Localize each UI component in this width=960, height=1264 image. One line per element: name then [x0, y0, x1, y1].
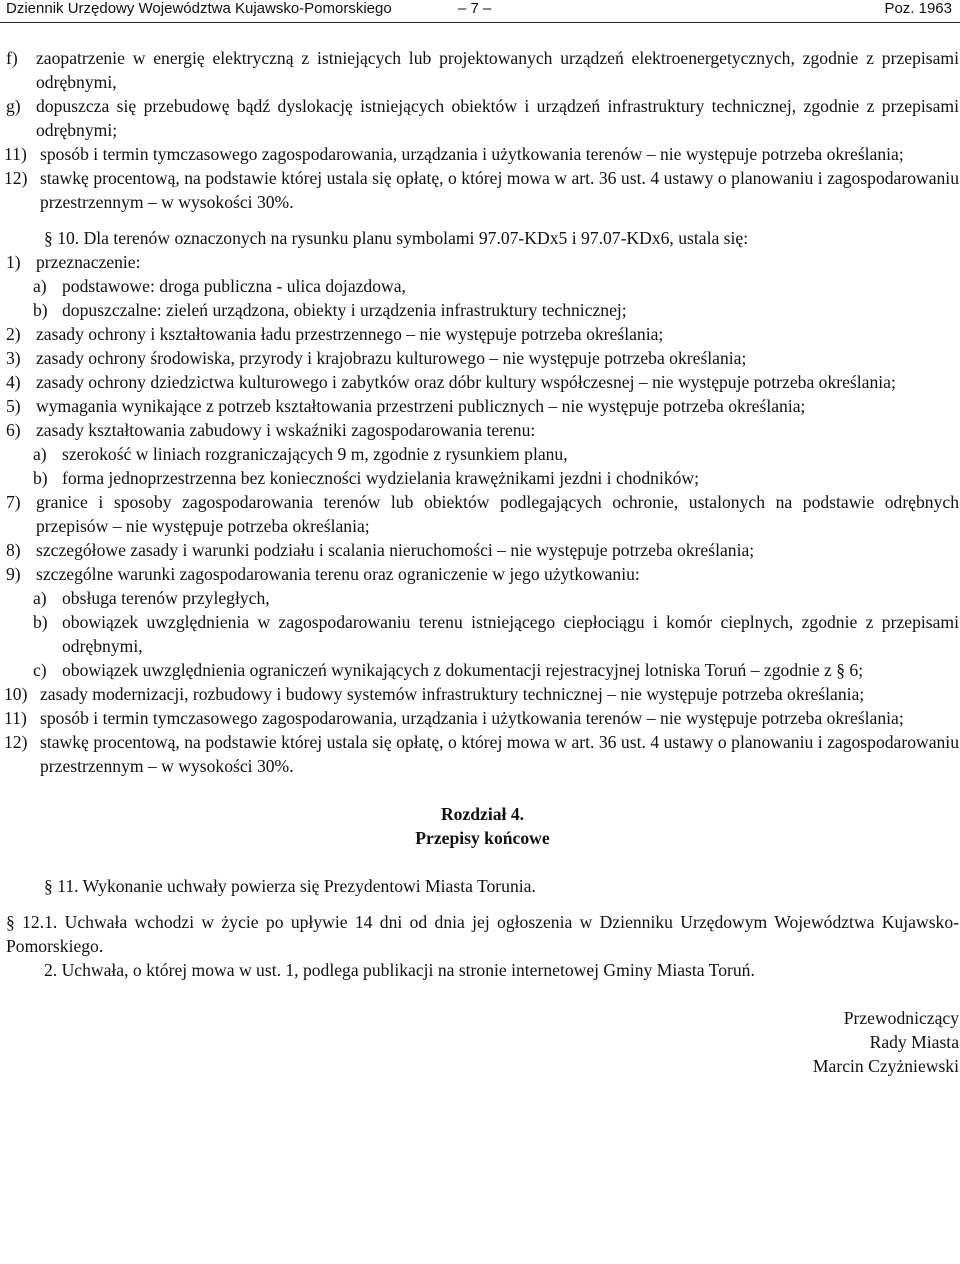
- item-text: stawkę procentową, na podstawie której ustala się opłatę, o której mowa w art. 36 ust. 4 ustawy o planowaniu i zagospodarowaniu przestrzennym – w wysokości 30%.: [40, 732, 959, 776]
- page-number: – 7 –: [458, 0, 492, 17]
- item-label: a): [33, 276, 47, 296]
- list-item: [6, 250, 959, 274]
- item-text: zasady ochrony środowiska, przyrody i krajobrazu kulturowego – nie występuje potrzeba określania;: [36, 348, 747, 368]
- item-label: 8): [6, 540, 21, 560]
- section-10-heading: § 10. Dla terenów oznaczonych na rysunku planu symbolami 97.07-KDx5 i 97.07-KDx6, ustala się:: [44, 228, 749, 248]
- list-item: [6, 394, 959, 418]
- section-12-paragraph-2: 2. Uchwała, o której mowa w ust. 1, podlega publikacji na stronie internetowej Gminy Miasta Toruń.: [44, 960, 755, 980]
- item-label: 4): [6, 372, 21, 392]
- list-item: [6, 346, 959, 370]
- item-label: 11): [4, 708, 27, 728]
- chapter-title: Przepisy końcowe: [415, 828, 550, 848]
- sub-item: [6, 586, 959, 610]
- list-item: [6, 418, 959, 442]
- item-text: obowiązek uwzględnienia w zagospodarowaniu terenu istniejącego ciepłociągu i komór cieplnych, zgodnie z przepisami odrębnymi,: [62, 612, 959, 656]
- item-label: 7): [6, 492, 21, 512]
- item-label: 10): [4, 684, 28, 704]
- list-item: [6, 370, 959, 394]
- item-text: obsługa terenów przyległych,: [62, 588, 270, 608]
- sub-item: [6, 658, 959, 682]
- list-item: [6, 142, 959, 166]
- sub-item: [6, 274, 959, 298]
- item-label: b): [33, 612, 48, 632]
- sub-item: [6, 298, 959, 322]
- item-label: 12): [4, 168, 28, 188]
- chapter-number: Rozdział 4.: [440, 804, 525, 824]
- sub-item: [6, 466, 959, 490]
- item-label: 12): [4, 732, 28, 752]
- item-text: granice i sposoby zagospodarowania terenów lub obiektów podlegających ochronie, ustalonych na podstawie odrębnych przepisów – nie występuje potrzeba określania;: [36, 492, 959, 536]
- item-text: stawkę procentową, na podstawie której ustala się opłatę, o której mowa w art. 36 ust. 4 ustawy o planowaniu i zagospodarowaniu przestrzennym – w wysokości 30%.: [40, 168, 959, 212]
- section-12-text: § 12.1. Uchwała wchodzi w życie po upływie 14 dni od dnia jej ogłoszenia w Dzienniku Urzędowym Województwa Kujawsko-Pomorskiego.: [6, 912, 959, 956]
- item-label: 5): [6, 396, 21, 416]
- item-label: b): [33, 300, 48, 320]
- list-item: [6, 94, 959, 142]
- item-text: wymagania wynikające z potrzeb kształtowania przestrzeni publicznych – nie występuje potrzeba określania;: [36, 396, 806, 416]
- section-12-paragraph-1: [6, 910, 959, 958]
- item-text: dopuszcza się przebudowę bądź dyslokację istniejących obiektów i urządzeń infrastruktury technicznej, zgodnie z przepisami odrębnymi;: [36, 96, 959, 140]
- item-text: zasady ochrony i kształtowania ładu przestrzennego – nie występuje potrzeba określania;: [36, 324, 664, 344]
- item-label: c): [33, 660, 47, 680]
- item-text: sposób i termin tymczasowego zagospodarowania, urządzania i użytkowania terenów – nie występuje potrzeba określania;: [40, 144, 904, 164]
- item-label: 9): [6, 564, 21, 584]
- list-item: [6, 562, 959, 586]
- item-text: szerokość w liniach rozgraniczających 9 m, zgodnie z rysunkiem planu,: [62, 444, 568, 464]
- signature-role: Przewodniczący: [843, 1008, 959, 1028]
- position-number: Poz. 1963: [884, 0, 952, 17]
- item-label: g): [6, 96, 21, 116]
- list-item: [6, 682, 959, 706]
- list-item: [6, 490, 959, 538]
- item-label: 3): [6, 348, 21, 368]
- item-label: 2): [6, 324, 21, 344]
- item-label: 1): [6, 252, 21, 272]
- item-label: a): [33, 588, 47, 608]
- item-label: 11): [4, 144, 27, 164]
- list-item: [6, 322, 959, 346]
- item-text: dopuszczalne: zieleń urządzona, obiekty i urządzenia infrastruktury technicznej;: [62, 300, 627, 320]
- item-label: b): [33, 468, 48, 488]
- signature-body: Rady Miasta: [869, 1032, 959, 1052]
- item-label: f): [6, 48, 18, 68]
- item-text: sposób i termin tymczasowego zagospodarowania, urządzania i użytkowania terenów – nie występuje potrzeba określania;: [40, 708, 904, 728]
- item-text: obowiązek uwzględnienia ograniczeń wynikających z dokumentacji rejestracyjnej lotniska Toruń – zgodnie z § 6;: [62, 660, 864, 680]
- list-item: [6, 46, 959, 94]
- list-item: [6, 166, 959, 214]
- journal-title: Dziennik Urzędowy Województwa Kujawsko-Pomorskiego: [6, 0, 392, 17]
- item-label: a): [33, 444, 47, 464]
- item-text: zasady ochrony dziedzictwa kulturowego i zabytków oraz dóbr kultury współczesnej – nie występuje potrzeba określania;: [36, 372, 896, 392]
- list-item: [6, 730, 959, 778]
- section-11: § 11. Wykonanie uchwały powierza się Prezydentowi Miasta Torunia.: [44, 876, 536, 896]
- item-text: szczególne warunki zagospodarowania terenu oraz ograniczenie w jego użytkowaniu:: [36, 564, 640, 584]
- item-text: podstawowe: droga publiczna - ulica dojazdowa,: [62, 276, 406, 296]
- item-text: zasady kształtowania zabudowy i wskaźniki zagospodarowania terenu:: [36, 420, 536, 440]
- sub-item: [6, 610, 959, 658]
- item-text: zasady modernizacji, rozbudowy i budowy systemów infrastruktury technicznej – nie występuje potrzeba określania;: [40, 684, 865, 704]
- list-item: [6, 706, 959, 730]
- item-label: 6): [6, 420, 21, 440]
- item-text: zaopatrzenie w energię elektryczną z istniejących lub projektowanych urządzeń elektroenergetycznych, zgodnie z przepisami odrębnymi,: [36, 48, 959, 92]
- document-body: [6, 46, 959, 1078]
- item-text: przeznaczenie:: [36, 252, 141, 272]
- item-text: forma jednoprzestrzenna bez konieczności wydzielania krawężnikami jezdni i chodników;: [62, 468, 700, 488]
- signature-name: Marcin Czyżniewski: [812, 1056, 959, 1076]
- sub-item: [6, 442, 959, 466]
- list-item: [6, 538, 959, 562]
- page-header: [0, 0, 960, 23]
- item-text: szczegółowe zasady i warunki podziału i scalania nieruchomości – nie występuje potrzeba określania;: [36, 540, 755, 560]
